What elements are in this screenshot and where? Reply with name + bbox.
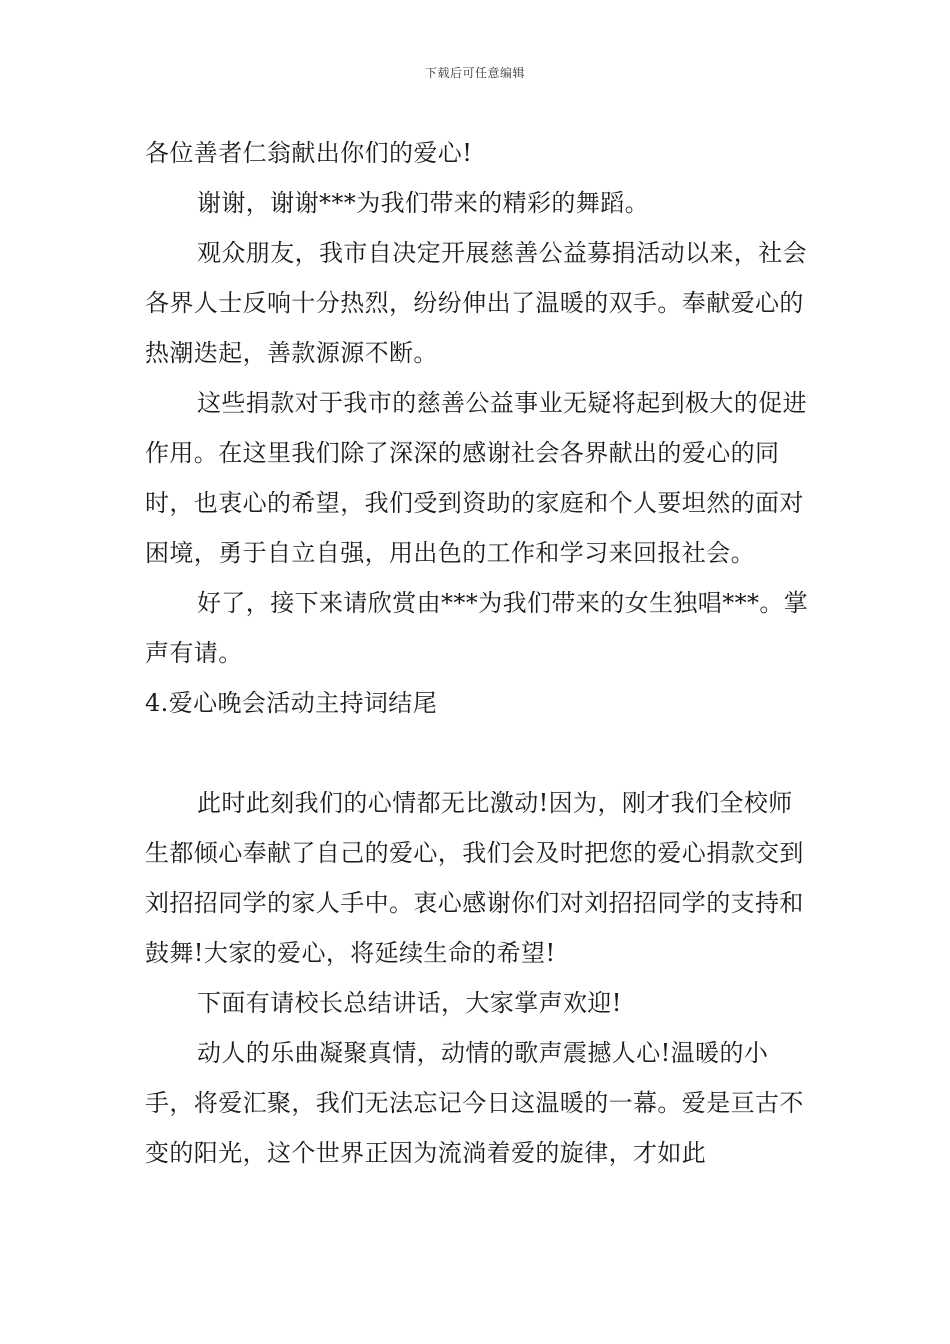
- paragraph-principal-speech: 下面有请校长总结讲话，大家掌声欢迎!: [197, 989, 622, 1017]
- page-header: 下载后可任意编辑: [424, 66, 525, 80]
- document-body: [145, 128, 815, 1178]
- section-heading: 4.爱心晚会活动主持词结尾: [145, 689, 438, 717]
- paragraph-thanks: 谢谢，谢谢***为我们带来的精彩的舞蹈。: [197, 189, 649, 217]
- paragraph-continuation: 各位善者仁翁献出你们的爱心!: [145, 139, 473, 167]
- section-spacer: [145, 728, 815, 778]
- paragraph-donations: 这些捐款对于我市的慈善公益事业无疑将起到极大的促进作用。在这里我们除了深深的感谢社会各界献出的爱心的同时，也衷心的希望，我们受到资助的家庭和个人要坦然的面对困境，勇于自立自强，用出色的工作和学习来回报社会。: [145, 389, 807, 567]
- paragraph-closing-emotion: 此时此刻我们的心情都无比激动!因为，刚才我们全校师生都倾心奉献了自己的爱心，我们会及时把您的爱心捐款交到刘招招同学的家人手中。衷心感谢你们对刘招招同学的支持和鼓舞!大家的爱心，将延续生命的希望!: [145, 789, 804, 967]
- paragraph-audience: 观众朋友，我市自决定开展慈善公益募捐活动以来，社会各界人士反响十分热烈，纷纷伸出了温暖的双手。奉献爱心的热潮迭起，善款源源不断。: [145, 239, 807, 367]
- paragraph-next-performance: 好了，接下来请欣赏由***为我们带来的女生独唱***。掌声有请。: [145, 589, 809, 667]
- paragraph-music-love: 动人的乐曲凝聚真情，动情的歌声震撼人心!温暖的小手，将爱汇聚，我们无法忘记今日这温暖的一幕。爱是亘古不变的阳光，这个世界正因为流淌着爱的旋律，才如此: [145, 1039, 804, 1167]
